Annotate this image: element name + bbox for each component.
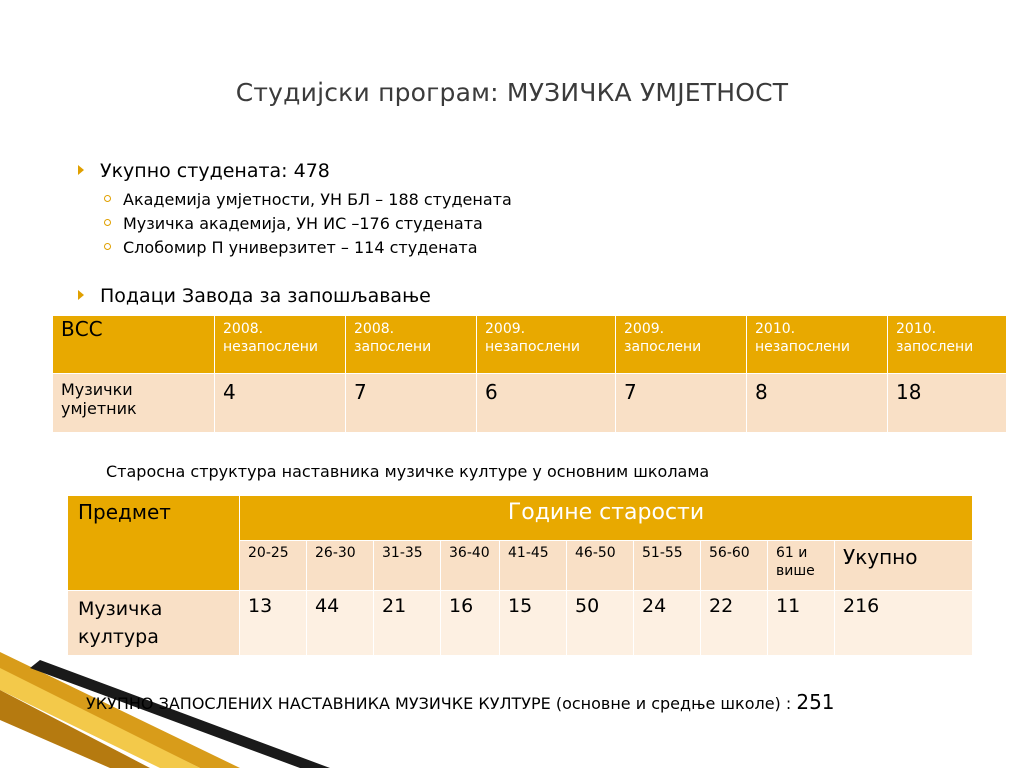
table-cell: 6 bbox=[477, 374, 616, 433]
header-cell: 2010. незапослени bbox=[747, 316, 888, 374]
table-cell: 15 bbox=[500, 591, 567, 656]
table-header-row bbox=[68, 496, 973, 541]
table-cell: 24 bbox=[634, 591, 701, 656]
age-group-cell: 61 и више bbox=[768, 541, 835, 591]
age-structure-table bbox=[67, 495, 973, 656]
bullet-total-students: Укупно студената: 478 bbox=[78, 160, 330, 182]
header-cell: 2008. запослени bbox=[346, 316, 477, 374]
header-cell: 2008. незапослени bbox=[215, 316, 346, 374]
table-cell: 50 bbox=[567, 591, 634, 656]
total-header-cell: Укупно bbox=[835, 541, 973, 591]
subitem-academy-is: Музичка академија, УН ИС –176 студената bbox=[104, 214, 483, 233]
bullet-arrow-icon bbox=[78, 165, 84, 175]
row-label: Музички умјетник bbox=[53, 374, 215, 433]
table-cell: 44 bbox=[307, 591, 374, 656]
table-cell: 216 bbox=[835, 591, 973, 656]
ring-bullet-icon bbox=[104, 243, 111, 250]
employment-table bbox=[52, 315, 1007, 433]
table-row bbox=[53, 374, 1007, 433]
table-cell: 4 bbox=[215, 374, 346, 433]
header-vss: ВСС bbox=[53, 316, 215, 374]
age-group-cell: 56-60 bbox=[701, 541, 768, 591]
total-employed-footer bbox=[86, 690, 835, 714]
footer-value: 251 bbox=[796, 690, 835, 714]
table-cell: 21 bbox=[374, 591, 441, 656]
table-cell: 22 bbox=[701, 591, 768, 656]
bullet-employment-data: Подаци Завода за запошљавање bbox=[78, 285, 431, 307]
table-cell: 8 bbox=[747, 374, 888, 433]
table-cell: 16 bbox=[441, 591, 500, 656]
age-group-cell: 41-45 bbox=[500, 541, 567, 591]
header-cell: 2010. запослени bbox=[888, 316, 1007, 374]
age-group-cell: 51-55 bbox=[634, 541, 701, 591]
footer-text: УКУПНО ЗАПОСЛЕНИХ НАСТАВНИКА МУЗИЧКЕ КУЛТУРЕ (основне и средње школе) : bbox=[86, 694, 797, 713]
age-group-cell: 26-30 bbox=[307, 541, 374, 591]
table-header-row bbox=[53, 316, 1007, 374]
ring-bullet-icon bbox=[104, 219, 111, 226]
age-group-cell: 46-50 bbox=[567, 541, 634, 591]
subitem-academy-bl: Академија умјетности, УН БЛ – 188 студената bbox=[104, 190, 512, 209]
ring-bullet-icon bbox=[104, 195, 111, 202]
table-cell: 11 bbox=[768, 591, 835, 656]
bullet-arrow-icon bbox=[78, 290, 84, 300]
table-cell: 18 bbox=[888, 374, 1007, 433]
age-group-cell: 36-40 bbox=[441, 541, 500, 591]
table-cell: 7 bbox=[616, 374, 747, 433]
subitem-slobomir: Слобомир П универзитет – 114 студената bbox=[104, 238, 478, 257]
table-cell: 7 bbox=[346, 374, 477, 433]
row-label: Музичка култура bbox=[68, 591, 240, 656]
header-cell: 2009. незапослени bbox=[477, 316, 616, 374]
header-age-group: Године старости bbox=[240, 496, 973, 541]
age-group-cell: 31-35 bbox=[374, 541, 441, 591]
header-subject: Предмет bbox=[68, 496, 240, 591]
age-table-caption: Старосна структура наставника музичке културе у основним школама bbox=[106, 462, 710, 481]
header-cell: 2009. запослени bbox=[616, 316, 747, 374]
table-cell: 13 bbox=[240, 591, 307, 656]
age-group-cell: 20-25 bbox=[240, 541, 307, 591]
page-title: Студијски програм: МУЗИЧКА УМЈЕТНОСТ bbox=[235, 78, 789, 107]
table-row bbox=[68, 591, 973, 656]
